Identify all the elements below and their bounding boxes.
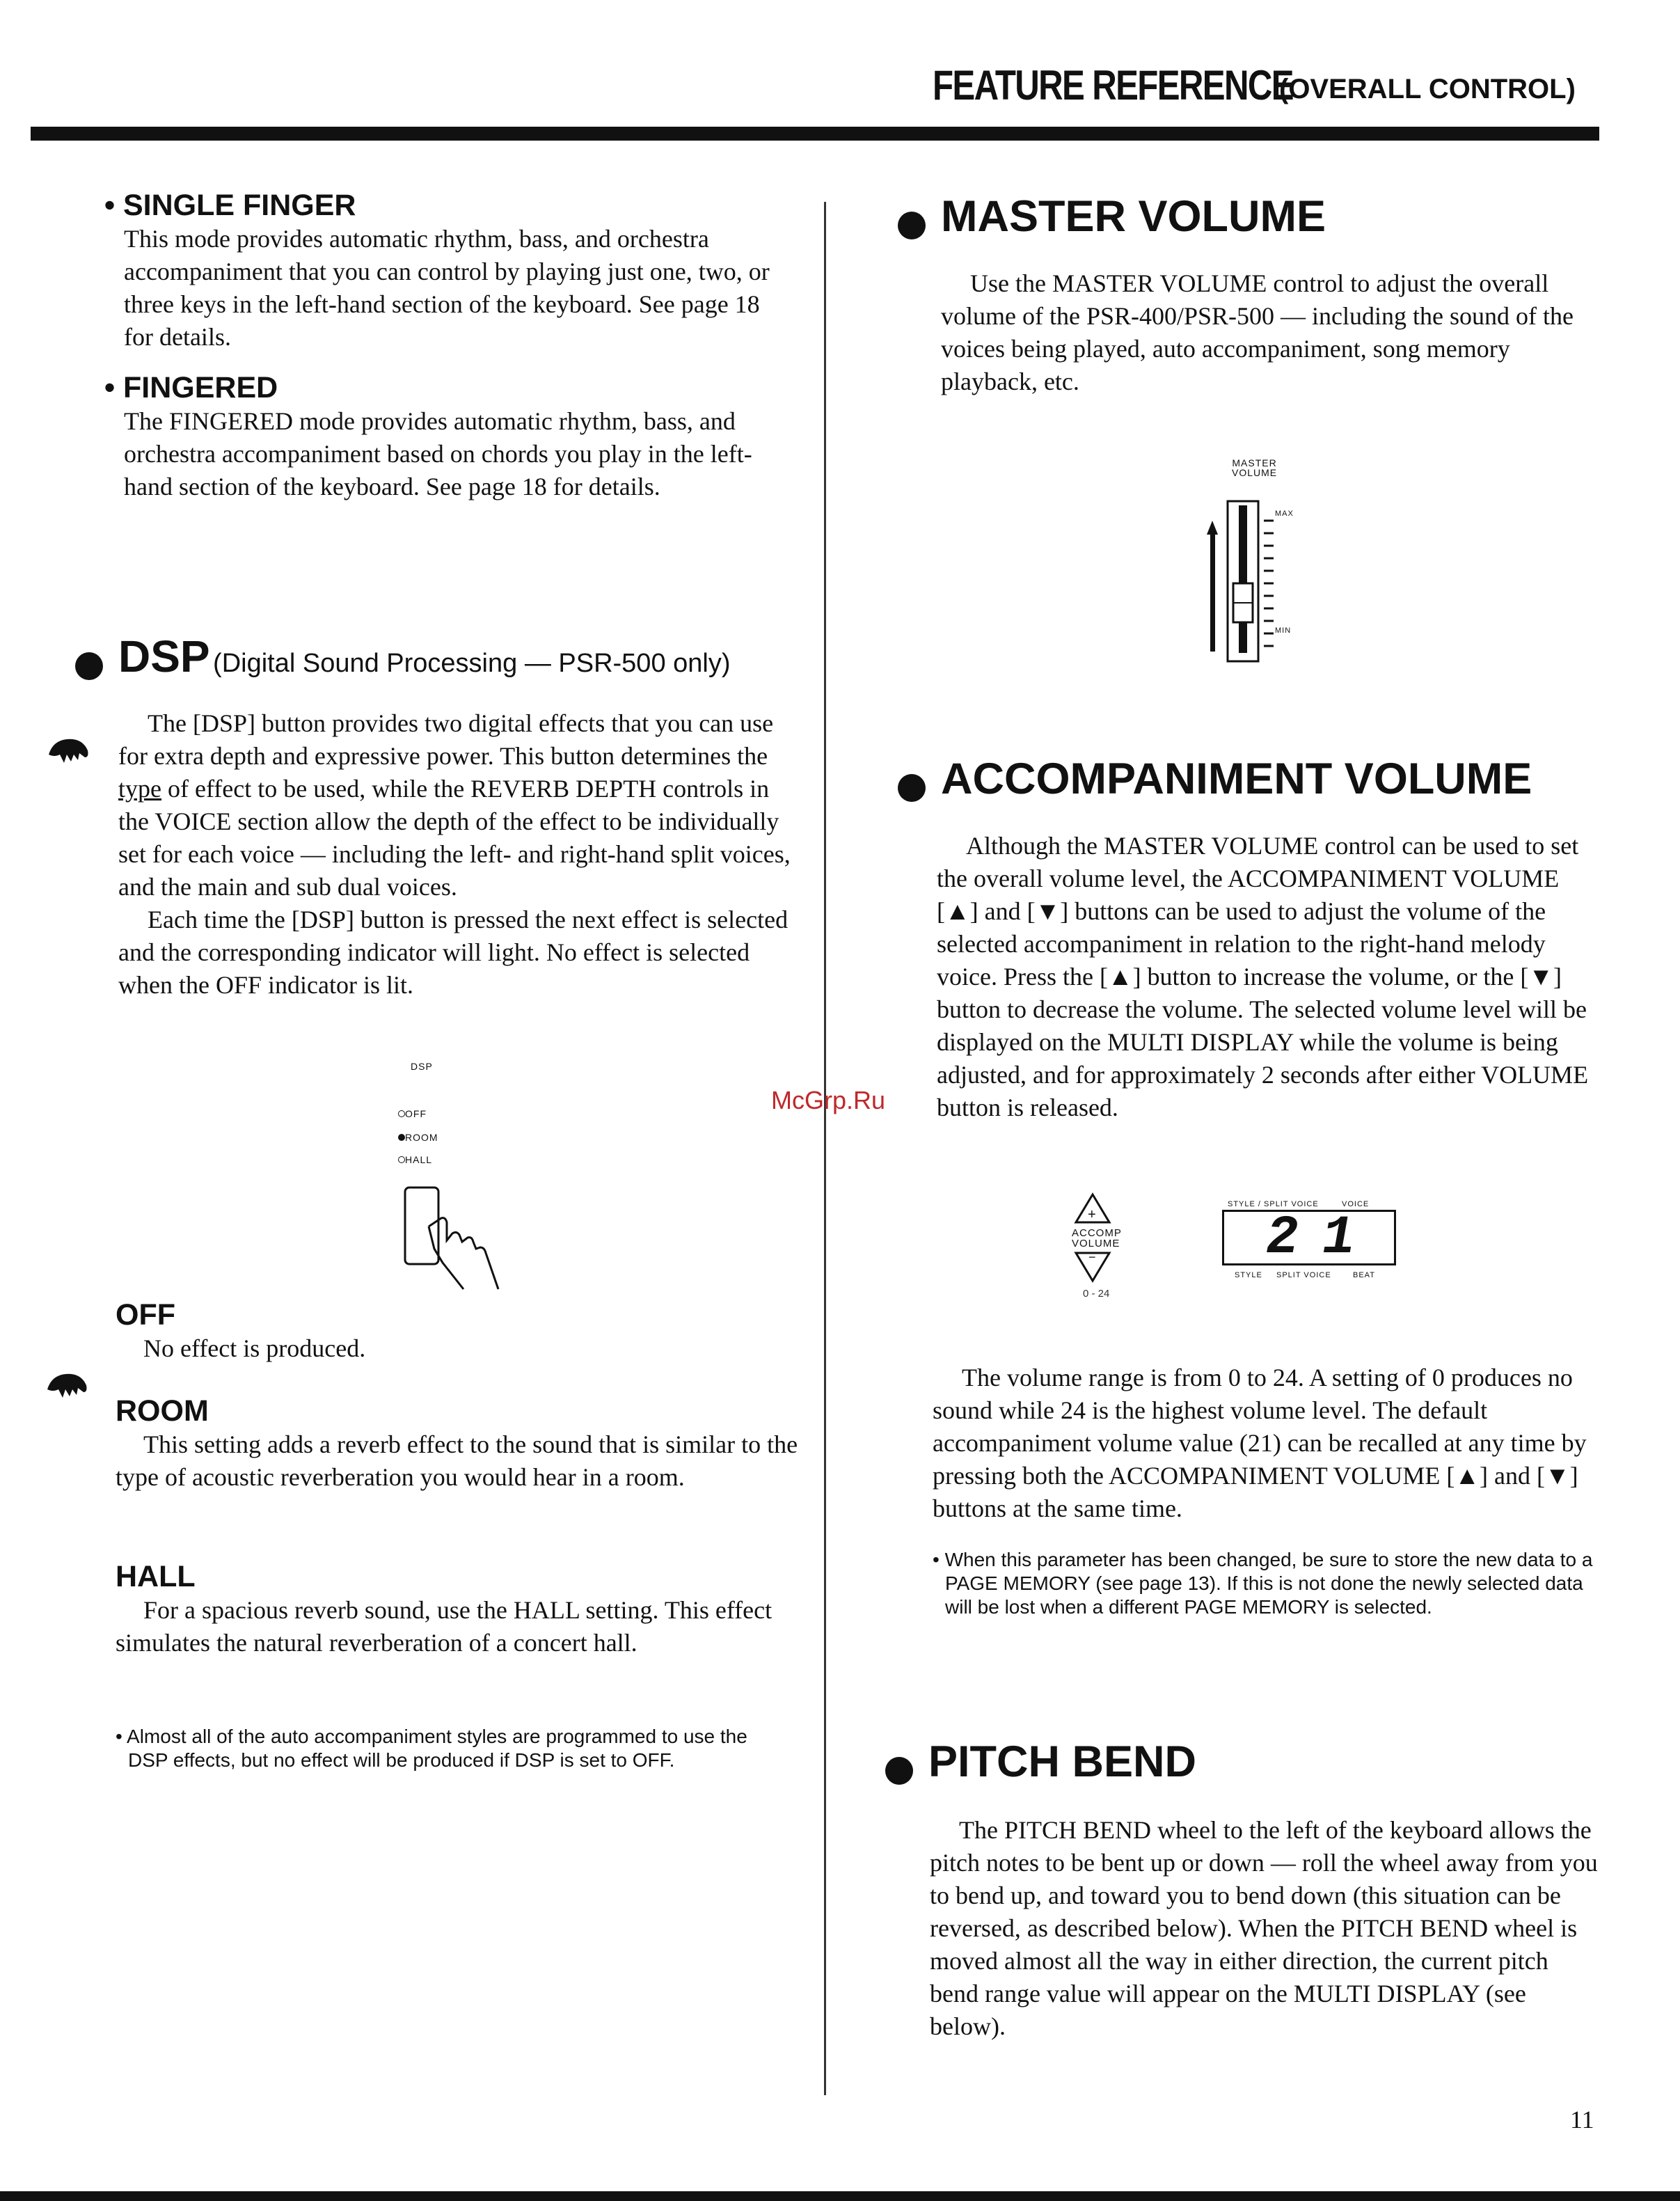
master-volume-heading <box>898 192 1326 242</box>
accomp-range: 0 - 24 <box>1083 1288 1110 1300</box>
master-volume-slider-icon <box>1197 500 1294 667</box>
header-rule <box>31 127 1599 141</box>
dsp-option-off-label: OFF <box>405 1108 427 1119</box>
fingered-section <box>104 370 793 503</box>
display-bottom-label-2: SPLIT VOICE <box>1276 1271 1331 1279</box>
master-volume-min: MIN <box>1275 626 1292 635</box>
dsp-p1-type: type <box>118 775 161 803</box>
accompaniment-volume-diagram <box>1058 1192 1420 1303</box>
off-section <box>116 1297 805 1365</box>
hand-pointer-icon <box>46 736 90 769</box>
room-heading: ROOM <box>116 1394 209 1428</box>
off-heading: OFF <box>116 1298 175 1332</box>
indicator-room-icon <box>398 1134 405 1141</box>
room-section <box>116 1394 805 1494</box>
master-volume-body <box>941 267 1599 398</box>
dsp-heading <box>75 631 731 683</box>
watermark: McGrp.Ru <box>771 1086 886 1114</box>
master-volume-diagram-label <box>1232 458 1277 478</box>
accompaniment-volume-body <box>937 830 1599 1124</box>
accompaniment-volume-paragraph: Although the MASTER VOLUME control can be used to set the overall volume level, the ACCOMPANIMENT VOLUME [▲] and [▼] buttons can be used to adjust the volume of the selected accompaniment in relation to the right-hand melody voice. Press the [▲] button to increase the volume, or the [▼] button to decrease the volume. The selected volume level will be displayed on the MULTI DISPLAY while the volume is being adjusted, and for approximately 2 seconds after either VOLUME button is released. <box>937 832 1589 1121</box>
pitch-bend-body <box>930 1814 1599 2043</box>
dsp-button-press-icon <box>401 1185 512 1296</box>
header-title-main: FEATURE REFERENCE <box>933 62 1293 109</box>
room-body: This setting adds a reverb effect to the sound that is similar to the type of acoustic reverberation you would hear in a room. <box>116 1430 798 1491</box>
dsp-option-hall-label: HALL <box>405 1154 433 1165</box>
footer-rule <box>0 2191 1680 2201</box>
dsp-p1-b: of effect to be used, while the REVERB DEPTH controls in the VOICE section allow the depth of the effect to be individually set for each voice — including the left- and right-hand split voices, and the main and sub dual voices. <box>118 775 791 901</box>
dsp-heading-main: DSP <box>118 631 210 681</box>
master-volume-max: MAX <box>1275 510 1294 518</box>
header-title-sub: (OVERALL CONTROL) <box>1279 74 1576 104</box>
accomp-plus: + <box>1088 1207 1096 1222</box>
display-bottom-label-3: BEAT <box>1353 1271 1375 1279</box>
dsp-heading-sub: (Digital Sound Processing — PSR-500 only) <box>213 649 731 678</box>
accomp-label-2: VOLUME <box>1072 1238 1120 1249</box>
dsp-option-hall <box>398 1154 432 1165</box>
single-finger-body: This mode provides automatic rhythm, bass, and orchestra accompaniment that you can control by playing just one, two, or three keys in the left-hand section of the keyboard. See page 18 for details. <box>124 225 770 351</box>
hall-body: For a spacious reverb sound, use the HALL setting. This effect simulates the natural reverberation of a concert hall. <box>116 1596 772 1657</box>
dsp-p1-a: The [DSP] button provides two digital effects that you can use for extra depth and expressive power. This button determines the <box>118 709 774 770</box>
dsp-paragraph-2: Each time the [DSP] button is pressed the next effect is selected and the corresponding indicator will light. No effect is selected when the OFF indicator is lit. <box>118 906 789 999</box>
indicator-hall-icon <box>398 1156 405 1163</box>
dsp-note: • Almost all of the auto accompaniment styles are programmed to use the DSP effects, but no effect will be produced if DSP is set to OFF. <box>116 1726 747 1771</box>
page-header-title <box>933 61 1629 109</box>
accompaniment-volume-note: • When this parameter has been changed, be sure to store the new data to a PAGE MEMORY (see page 13). If this is not done the newly selected data will be lost when a different PAGE MEMORY is selected. <box>933 1549 1593 1618</box>
indicator-off-icon <box>398 1110 405 1117</box>
accomp-label-1: ACCOMP <box>1072 1227 1122 1239</box>
display-top-label-1: STYLE / SPLIT VOICE <box>1228 1200 1319 1208</box>
dsp-diagram <box>390 1058 529 1295</box>
multi-display-value: 21 <box>1260 1208 1384 1269</box>
bullet-icon <box>75 652 103 680</box>
accompaniment-volume-heading-text: ACCOMPANIMENT VOLUME <box>941 755 1532 803</box>
master-volume-heading-text: MASTER VOLUME <box>941 192 1326 241</box>
hall-section <box>116 1559 805 1659</box>
column-divider <box>824 202 826 2095</box>
fingered-body: The FINGERED mode provides automatic rhythm, bass, and orchestra accompaniment based on chords you play in the left-hand section of the keyboard. See page 18 for details. <box>124 407 752 500</box>
pitch-bend-heading-text: PITCH BEND <box>928 1737 1197 1786</box>
master-volume-label-1: MASTER <box>1232 457 1277 468</box>
dsp-body <box>118 707 800 1002</box>
dsp-option-room <box>398 1132 438 1143</box>
pitch-bend-paragraph: The PITCH BEND wheel to the left of the keyboard allows the pitch notes to be bent up or down — roll the wheel away from you to bend up, and toward you to bend down (this situation can be reversed, as described below). When the PITCH BEND wheel is moved almost all the way in either direction, the current pitch bend range value will appear on the MULTI DISPLAY (see below). <box>930 1816 1598 2040</box>
accomp-minus: − <box>1088 1250 1096 1264</box>
bullet-icon <box>898 212 926 239</box>
pitch-bend-heading <box>885 1737 1196 1788</box>
dsp-option-off <box>398 1108 427 1119</box>
dsp-option-room-label: ROOM <box>405 1132 438 1143</box>
dsp-paragraph-1 <box>118 707 800 904</box>
display-bottom-label-1: STYLE <box>1235 1271 1262 1279</box>
master-volume-paragraph: Use the MASTER VOLUME control to adjust the overall volume of the PSR-400/PSR-500 — including the sound of the voices being played, auto accompaniment, song memory playback, etc. <box>941 269 1574 395</box>
bullet-icon <box>898 774 926 802</box>
hall-heading: HALL <box>116 1560 196 1593</box>
accomp-label <box>1072 1227 1122 1249</box>
hand-pointer-icon-2 <box>45 1371 89 1404</box>
display-top-label-2: VOICE <box>1342 1200 1370 1208</box>
dsp-diagram-label: DSP <box>411 1061 433 1072</box>
bullet-icon <box>885 1757 913 1785</box>
multi-display <box>1222 1208 1396 1269</box>
page-number: 11 <box>1570 2106 1594 2133</box>
single-finger-section <box>104 188 793 354</box>
accompaniment-volume-body-2 <box>933 1362 1599 1525</box>
single-finger-heading: • SINGLE FINGER <box>104 189 356 222</box>
off-body: No effect is produced. <box>143 1334 366 1362</box>
fingered-heading: • FINGERED <box>104 371 278 404</box>
accompaniment-volume-paragraph-2: The volume range is from 0 to 24. A setting of 0 produces no sound while 24 is the highest volume level. The default accompaniment volume value (21) can be recalled at any time by pressing both the ACCOMPANIMENT VOLUME [▲] and [▼] buttons at the same time. <box>933 1364 1587 1522</box>
accompaniment-volume-heading <box>898 755 1532 805</box>
master-volume-diagram <box>1197 458 1308 667</box>
master-volume-label-2: VOLUME <box>1232 467 1278 478</box>
